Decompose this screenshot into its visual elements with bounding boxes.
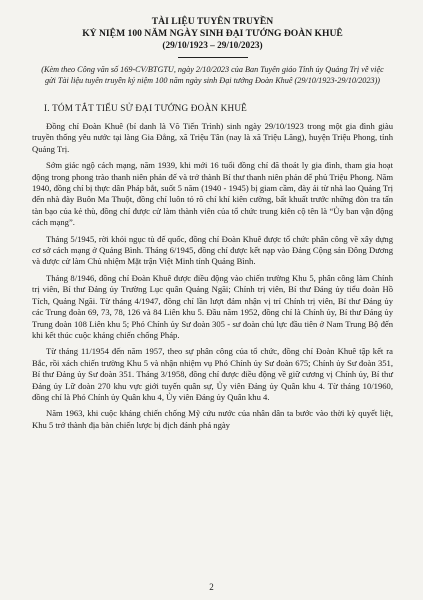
paragraph-1: Đồng chí Đoàn Khuê (bí danh là Võ Tiến Trình) sinh ngày 29/10/1923 trong một gia đình giàu truyền thống yêu nước tại làng Gia Đẳng, xã Triệu Tân (nay là xã Triệu Lăng), huyện Triệu Phong, tỉnh Quảng Trị.: [32, 121, 393, 154]
reference-note: (Kèm theo Công văn số 169-CV/BTGTU, ngày 2/10/2023 của Ban Tuyên giáo Tỉnh ủy Quảng Trị về việc gửi Tài liệu tuyên truyền kỷ niệm 100 năm ngày sinh Đại tướng Đoàn Khuê (29/10/1923-29/10/2023)): [41, 65, 384, 85]
paragraph-6: Năm 1963, khi cuộc kháng chiến chống Mỹ cứu nước của nhân dân ta bước vào thời kỳ quyết liệt, Khu 5 trở thành địa bàn chiến lược bị địch đánh phá ngày: [32, 408, 393, 430]
paragraph-2: Sớm giác ngộ cách mạng, năm 1939, khi mới 16 tuổi đồng chí đã thoát ly gia đình, tham gia hoạt động trong phong trào thanh niên phản đế và trở thành Bí thư thanh niên phản đế phủ Triệu Phong. Năm 1940, đồng chí bị thực dân Pháp bắt, suốt 5 năm (1940 - 1945) bị giam cầm, đày ải từ nhà lao Quảng Trị đến nhà đày Buôn Ma Thuột, đồng chí luôn tỏ rõ chí khí kiên cường, bất khuất trước những đòn tra tấn tàn bạo của kẻ thù, đồng chí được cử làm thành viên của tổ chức trung kiên cộ tên là “Ủy ban vận động cách mạng”.: [32, 160, 393, 228]
page-number: 2: [209, 582, 214, 592]
doc-title-line2: KỶ NIỆM 100 NĂM NGÀY SINH ĐẠI TƯỚNG ĐOÀN KHUÊ: [82, 28, 343, 39]
doc-title-dates: (29/10/1923 – 29/10/2023): [162, 41, 263, 51]
title-underline: [178, 57, 248, 58]
paragraph-3: Tháng 5/1945, rời khỏi ngục tù đế quốc, đồng chí Đoàn Khuê được tổ chức phân công về xây dựng cơ sở cách mạng ở Quảng Bình. Tháng 6/1945, đồng chí được kết nạp vào Đảng Cộng sản Đông Dương và được cử làm Chủ nhiệm Mặt trận Việt Minh tỉnh Quảng Bình.: [32, 233, 393, 267]
paragraph-4: Tháng 8/1946, đồng chí Đoàn Khuê được điều động vào chiến trường Khu 5, phân công làm Chính trị viên, Bí thư Đảng ủy Trường Lục quân Quảng Ngãi; Chính trị viên, Bí thư Đảng ủy tiểu đoàn Hồ Tích, Quảng Ngãi. Từ tháng 4/1947, đồng chí lần lượt đảm nhận vị trí Chính trị viên, Bí thư Đảng ủy các Trung đoàn 69, 73, 78, 126 và 84 Liên khu 5. Đầu năm 1952, đồng chí là Chính ủy, Bí thư Đảng ủy Trung đoàn 108 Liên khu 5; Phó Chính ủy Sư đoàn 305 - sư đoàn chủ lực đầu tiên ở Nam Trung Bộ đến khi kết thúc cuộc kháng chiến chống Pháp.: [32, 272, 393, 340]
section-heading: I. TÓM TẮT TIỂU SỬ ĐẠI TƯỚNG ĐOÀN KHUÊ: [44, 103, 247, 113]
doc-title-line1: TÀI LIỆU TUYÊN TRUYỀN: [151, 16, 274, 27]
paragraph-5: Từ tháng 11/1954 đến năm 1957, theo sự phân công của tổ chức, đồng chí Đoàn Khuê tập kết ra Bắc, rồi xách chiến trường Khu 5 và nhận nhiệm vụ Phó Chính ủy Sư đoàn 675; Chính ủy Sư đoàn 351, Bí thư Đảng ủy Sư đoàn 351. Tháng 3/1958, đồng chí được điều động về giữ cương vị Chính ủy, Bí thư Đảng ủy Lữ đoàn 270 khu vực giới tuyến quân sự, Ủy viên Đảng ủy Quân khu 4. Từ tháng 10/1960, đồng chí là Phó Chính ủy Quân khu 4, Ủy viên Đảng ủy Quân khu 4.: [32, 346, 393, 402]
